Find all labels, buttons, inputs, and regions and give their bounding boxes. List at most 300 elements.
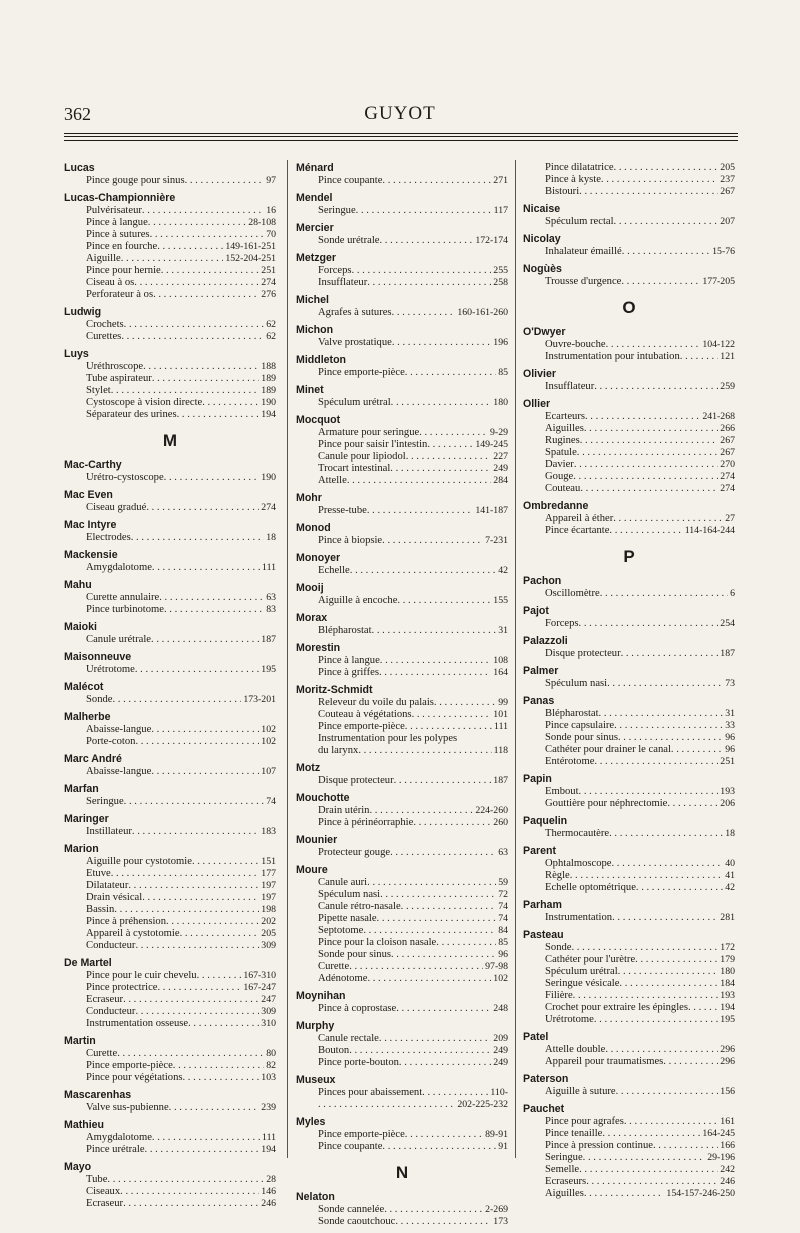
page-reference: 194 xyxy=(261,409,276,420)
instrument-row xyxy=(523,186,735,198)
index-entry xyxy=(523,263,735,288)
dot-leader xyxy=(571,942,718,954)
instrument-label: Pince en fourche xyxy=(86,241,158,252)
instrument-label: Disque protecteur xyxy=(318,775,394,786)
instrument-row xyxy=(296,1129,508,1141)
instrument-label: Pince à coprostase xyxy=(318,1003,397,1014)
instrument-label: Insufflateur xyxy=(545,381,595,392)
page-reference: 118 xyxy=(493,745,508,756)
instrument-label: Pince pour saisir l'intestin xyxy=(318,439,428,450)
instrument-row xyxy=(64,1060,276,1072)
instrument-row xyxy=(64,205,276,217)
index-entry xyxy=(296,252,508,289)
index-column-3 xyxy=(523,162,735,1205)
dot-leader xyxy=(188,1018,259,1030)
index-entry xyxy=(64,843,276,952)
surgeon-name: Michel xyxy=(296,294,329,306)
instrument-label: Pince pour la cloison nasale xyxy=(318,937,437,948)
dot-leader xyxy=(573,471,718,483)
dot-leader xyxy=(367,877,496,889)
page-reference: 96 xyxy=(725,744,735,755)
instrument-row xyxy=(523,978,735,990)
dot-leader xyxy=(377,913,497,925)
page-reference: 249 xyxy=(493,1057,508,1068)
instrument-row xyxy=(296,565,508,577)
instrument-label: Sonde xyxy=(545,942,572,953)
surgeon-name: Ombredanne xyxy=(523,500,589,512)
instrument-label: Pince turbinotome xyxy=(86,604,164,615)
dot-leader xyxy=(121,253,224,265)
instrument-label: Trousse d'urgence xyxy=(545,276,622,287)
dot-leader xyxy=(379,235,473,247)
dot-leader xyxy=(390,847,496,859)
instrument-label: Electrodes xyxy=(86,532,131,543)
page-reference: 198 xyxy=(261,904,276,915)
dot-leader xyxy=(621,276,700,288)
page-reference: 184 xyxy=(720,978,735,989)
instrument-row xyxy=(523,912,735,924)
surgeon-name: Middleton xyxy=(296,354,347,366)
instrument-row xyxy=(64,724,276,736)
instrument-label: Pince à langue xyxy=(86,217,148,228)
instrument-row xyxy=(296,1087,508,1099)
page-reference: 241-268 xyxy=(702,411,735,422)
page-reference: 114-164-244 xyxy=(684,525,735,536)
section-letter: O xyxy=(622,298,636,317)
instrument-label: Canule rétro-nasale xyxy=(318,901,401,912)
page-reference: 103 xyxy=(261,1072,276,1083)
index-column-1 xyxy=(64,162,276,1215)
dot-leader xyxy=(579,1164,718,1176)
instrument-label: Attelle xyxy=(318,475,347,486)
dot-leader xyxy=(148,217,246,229)
surgeon-name: Palazzoli xyxy=(523,635,568,647)
dot-leader xyxy=(142,205,264,217)
instrument-label: Pince emporte-pièce xyxy=(318,1129,405,1140)
page-reference: 227 xyxy=(493,451,508,462)
page-reference: 247 xyxy=(261,994,276,1005)
dot-leader xyxy=(412,709,492,721)
dot-leader xyxy=(616,1086,719,1098)
instrument-row xyxy=(64,736,276,748)
instrument-label: Septotome xyxy=(318,925,364,936)
surgeon-name: Monod xyxy=(296,522,331,534)
instrument-label: Canule auri xyxy=(318,877,368,888)
dot-leader xyxy=(614,720,723,732)
dot-leader xyxy=(601,174,718,186)
page-reference: 117 xyxy=(493,205,508,216)
dot-leader xyxy=(667,798,718,810)
surgeon-name: Pauchet xyxy=(523,1103,565,1115)
page-reference: 108 xyxy=(493,655,508,666)
surgeon-name: Pachon xyxy=(523,575,562,587)
instrument-row xyxy=(64,970,276,982)
dot-leader xyxy=(585,411,700,423)
index-entry xyxy=(523,929,735,1026)
page-reference: 187 xyxy=(493,775,508,786)
page-reference: 156 xyxy=(720,1086,735,1097)
instrument-row xyxy=(64,1048,276,1060)
index-entry xyxy=(296,612,508,637)
page-reference: 85 xyxy=(498,937,508,948)
surgeon-name: Marion xyxy=(64,843,99,855)
page-reference: 246 xyxy=(261,1198,276,1209)
instrument-label: Pince protectrice xyxy=(86,982,158,993)
surgeon-name: Mac Intyre xyxy=(64,519,117,531)
dot-leader xyxy=(152,562,260,574)
instrument-label: Couteau xyxy=(545,483,581,494)
instrument-label: Agrafes à sutures xyxy=(318,307,392,318)
instrument-label: Rugines xyxy=(545,435,580,446)
dot-leader xyxy=(166,916,259,928)
instrument-label: Seringue xyxy=(545,1152,583,1163)
page-reference: 82 xyxy=(266,1060,276,1071)
dot-leader xyxy=(574,459,718,471)
dot-leader xyxy=(380,655,492,667)
index-entry xyxy=(64,519,276,544)
dot-leader xyxy=(349,1045,491,1057)
page-reference: 59 xyxy=(498,877,508,888)
instrument-label: Pinces pour abaissement xyxy=(318,1087,423,1098)
page-reference: 18 xyxy=(266,532,276,543)
page-reference: 187 xyxy=(720,648,735,659)
page-reference: 18 xyxy=(725,828,735,839)
dot-leader xyxy=(636,882,723,894)
page-reference: 194 xyxy=(720,1002,735,1013)
page-reference: 177 xyxy=(261,868,276,879)
instrument-label: Seringue vésicale xyxy=(545,978,620,989)
instrument-row xyxy=(523,339,735,351)
instrument-label: Ciseau à os xyxy=(86,277,135,288)
page-reference: 309 xyxy=(261,1006,276,1017)
instrument-label: Sonde xyxy=(86,694,113,705)
dot-leader xyxy=(379,667,491,679)
index-entry xyxy=(523,845,735,894)
instrument-label: Pince emporte-pièce xyxy=(86,1060,173,1071)
instrument-row xyxy=(64,502,276,514)
dot-leader xyxy=(573,990,719,1002)
surgeon-name: Olivier xyxy=(523,368,556,380)
index-entry xyxy=(64,1119,276,1156)
dot-leader xyxy=(422,1087,488,1099)
instrument-label: Pince à préhension xyxy=(86,916,167,927)
surgeon-name: Ludwig xyxy=(64,306,102,318)
page-reference: 254 xyxy=(720,618,735,629)
index-entry xyxy=(523,500,735,537)
dot-leader xyxy=(112,694,241,706)
instrument-label: Filière xyxy=(545,990,573,1001)
page-reference: 28 xyxy=(266,1174,276,1185)
page-reference: 161 xyxy=(720,1116,735,1127)
surgeon-name: Mocquot xyxy=(296,414,341,426)
dot-leader xyxy=(612,912,718,924)
instrument-label: Pince emporte-pièce xyxy=(318,721,405,732)
index-entry xyxy=(296,222,508,247)
index-entry xyxy=(64,621,276,646)
dot-leader xyxy=(605,1044,718,1056)
instrument-row xyxy=(523,708,735,720)
dot-leader xyxy=(594,381,718,393)
index-entry xyxy=(64,1161,276,1210)
instrument-row xyxy=(296,1033,508,1045)
header-rule xyxy=(64,140,738,141)
page-reference: 152-204-251 xyxy=(225,253,276,264)
instrument-row xyxy=(64,694,276,706)
instrument-row xyxy=(64,1102,276,1114)
page-reference: 167-247 xyxy=(243,982,276,993)
surgeon-name: Lucas xyxy=(64,162,95,174)
dot-leader xyxy=(419,427,488,439)
instrument-label: Curette annulaire xyxy=(86,592,160,603)
instrument-row xyxy=(523,1014,735,1026)
instrument-row xyxy=(523,966,735,978)
instrument-label: Aiguille à encoche xyxy=(318,595,398,606)
index-entry xyxy=(296,762,508,787)
surgeon-name: Maioki xyxy=(64,621,97,633)
index-entry xyxy=(64,549,276,574)
instrument-label: Echelle optométrique xyxy=(545,882,636,893)
dot-leader xyxy=(663,1056,718,1068)
instrument-label: Releveur du voile du palais xyxy=(318,697,434,708)
surgeon-name: Mackensie xyxy=(64,549,118,561)
instrument-label: Spéculum nasi xyxy=(318,889,381,900)
page-reference: 84 xyxy=(498,925,508,936)
page-reference: 196 xyxy=(493,337,508,348)
instrument-row xyxy=(64,319,276,331)
index-entry xyxy=(296,1116,508,1153)
page-reference: 296 xyxy=(720,1044,735,1055)
index-entry xyxy=(296,684,508,757)
section-letter: P xyxy=(623,547,635,566)
instrument-row xyxy=(296,889,508,901)
dot-leader xyxy=(391,949,496,961)
page-reference: 249 xyxy=(493,1045,508,1056)
page-reference: 74 xyxy=(498,913,508,924)
instrument-label: Crochets xyxy=(86,319,124,330)
page-reference: 180 xyxy=(493,397,508,408)
index-entry xyxy=(296,990,508,1015)
instrument-label: Dilatateur xyxy=(86,880,129,891)
dot-leader xyxy=(131,532,264,544)
instrument-label: Ecraseur xyxy=(86,994,124,1005)
instrument-row xyxy=(523,798,735,810)
surgeon-name: Martin xyxy=(64,1035,96,1047)
instrument-row xyxy=(523,1176,735,1188)
instrument-label: Spéculum urétral xyxy=(545,966,618,977)
instrument-label: Appareil à éther xyxy=(545,513,614,524)
instrument-row xyxy=(64,880,276,892)
instrument-row xyxy=(64,562,276,574)
index-entry xyxy=(523,203,735,228)
instrument-label: Thermocautère xyxy=(545,828,610,839)
dot-leader xyxy=(577,447,719,459)
instrument-label: Règle xyxy=(545,870,570,881)
page-reference: 274 xyxy=(261,502,276,513)
instrument-row xyxy=(64,916,276,928)
surgeon-name: Metzger xyxy=(296,252,337,264)
instrument-row xyxy=(296,1216,508,1228)
page-reference: 197 xyxy=(261,880,276,891)
instrument-label: Pince à griffes xyxy=(318,667,379,678)
instrument-row xyxy=(64,385,276,397)
dot-leader xyxy=(405,721,492,733)
dot-leader xyxy=(599,708,724,720)
instrument-label: Bistouri xyxy=(545,186,580,197)
instrument-label: Drain utérin xyxy=(318,805,370,816)
dot-leader xyxy=(132,826,259,838)
page-reference: 63 xyxy=(498,847,508,858)
page-reference: 172 xyxy=(720,942,735,953)
dot-leader xyxy=(124,319,265,331)
instrument-label: Aiguilles xyxy=(545,423,584,434)
dot-leader xyxy=(134,277,259,289)
page-reference: 6 xyxy=(730,588,735,599)
instrument-row xyxy=(523,756,735,768)
instrument-row xyxy=(523,732,735,744)
instrument-row xyxy=(296,625,508,637)
page-reference: 296 xyxy=(720,1056,735,1067)
page-reference: 284 xyxy=(493,475,508,486)
dot-leader xyxy=(349,961,483,973)
instrument-label: Pince pour agrafes xyxy=(545,1116,624,1127)
instrument-label: Blépharostat xyxy=(318,625,372,636)
index-entry xyxy=(523,398,735,495)
instrument-row xyxy=(64,856,276,868)
page-reference: 41 xyxy=(725,870,735,881)
index-entry xyxy=(296,324,508,349)
instrument-label: Pince tenaille xyxy=(545,1128,603,1139)
instrument-row xyxy=(523,786,735,798)
surgeon-name: Moritz-Schmidt xyxy=(296,684,373,696)
dot-leader xyxy=(606,339,701,351)
instrument-label: Spéculum nasi xyxy=(545,678,608,689)
instrument-row xyxy=(64,409,276,421)
dot-leader xyxy=(185,175,265,187)
instrument-row xyxy=(296,961,508,973)
surgeon-name: Nicaise xyxy=(523,203,561,215)
instrument-label: Sonde pour sinus xyxy=(318,949,391,960)
instrument-row xyxy=(296,427,508,439)
surgeon-name: Pajot xyxy=(523,605,549,617)
instrument-row xyxy=(523,276,735,288)
instrument-label: Attelle double xyxy=(545,1044,606,1055)
instrument-label: Ecraseur xyxy=(86,1198,124,1209)
instrument-row xyxy=(523,648,735,660)
page-reference: 141-187 xyxy=(475,505,508,516)
page-reference: 42 xyxy=(725,882,735,893)
surgeon-name: Minet xyxy=(296,384,324,396)
instrument-row xyxy=(64,604,276,616)
instrument-label: Appareil pour traumatismes xyxy=(545,1056,664,1067)
page-reference: 270 xyxy=(720,459,735,470)
dot-leader xyxy=(580,435,719,447)
page-reference: 164 xyxy=(493,667,508,678)
page-reference: 187 xyxy=(261,634,276,645)
instrument-row xyxy=(64,175,276,187)
instrument-row xyxy=(64,277,276,289)
instrument-row xyxy=(296,505,508,517)
page-reference: 27 xyxy=(725,513,735,524)
instrument-label: Blépharostat xyxy=(545,708,599,719)
index-entry xyxy=(64,681,276,706)
index-entry xyxy=(296,162,508,187)
instrument-label: Sonde caoutchouc xyxy=(318,1216,396,1227)
instrument-row xyxy=(296,1045,508,1057)
surgeon-name: Mac Even xyxy=(64,489,113,501)
instrument-label: Séparateur des urines xyxy=(86,409,177,420)
page-reference: 29-196 xyxy=(707,1152,735,1163)
dot-leader xyxy=(379,1033,491,1045)
page-reference: 183 xyxy=(261,826,276,837)
instrument-row xyxy=(64,868,276,880)
dot-leader xyxy=(624,1116,718,1128)
dot-leader xyxy=(613,513,723,525)
dot-leader xyxy=(622,246,710,258)
surgeon-name: Myles xyxy=(296,1116,326,1128)
page-reference: 101 xyxy=(493,709,508,720)
dot-leader xyxy=(164,472,260,484)
instrument-label: Abaisse-langue xyxy=(86,766,152,777)
instrument-row xyxy=(523,1056,735,1068)
page-reference: 190 xyxy=(261,397,276,408)
instrument-row xyxy=(64,928,276,940)
page-reference: 206 xyxy=(720,798,735,809)
dot-leader xyxy=(609,525,682,537)
surgeon-name: Maisonneuve xyxy=(64,651,132,663)
dot-leader xyxy=(107,1174,264,1186)
instrument-row xyxy=(296,937,508,949)
column-divider xyxy=(515,160,516,1158)
dot-leader xyxy=(135,736,259,748)
instrument-label: Conducteur xyxy=(86,940,136,951)
instrument-label: Tube xyxy=(86,1174,108,1185)
surgeon-name: Patel xyxy=(523,1031,549,1043)
instrument-row xyxy=(523,1116,735,1128)
instrument-label: Canule rectale xyxy=(318,1033,379,1044)
instrument-row xyxy=(523,882,735,894)
surgeon-name: Nogùès xyxy=(523,263,562,275)
dot-leader xyxy=(614,162,719,174)
dot-leader xyxy=(580,483,718,495)
surgeon-name: Pasteau xyxy=(523,929,564,941)
page-reference: 104-122 xyxy=(702,339,735,350)
instrument-row xyxy=(296,451,508,463)
index-entry xyxy=(296,192,508,217)
page-reference: 205 xyxy=(720,162,735,173)
instrument-row xyxy=(296,721,508,733)
page-reference: 9-29 xyxy=(490,427,508,438)
surgeon-name: Morestin xyxy=(296,642,341,654)
page-reference: 74 xyxy=(266,796,276,807)
instrument-row xyxy=(64,1132,276,1144)
page-reference: 193 xyxy=(720,786,735,797)
instrument-label: Pince pour végétations xyxy=(86,1072,183,1083)
page-reference: 195 xyxy=(720,1014,735,1025)
instrument-label: Ecarteurs xyxy=(545,411,585,422)
instrument-row xyxy=(64,241,276,253)
page-reference: 276 xyxy=(261,289,276,300)
instrument-label: Pince coupante xyxy=(318,1141,383,1152)
instrument-row xyxy=(523,246,735,258)
index-entry xyxy=(64,489,276,514)
page-reference: 258 xyxy=(493,277,508,288)
dot-leader xyxy=(395,1216,491,1228)
instrument-label: Forceps xyxy=(318,265,352,276)
page-reference: 110- xyxy=(490,1087,508,1098)
instrument-row xyxy=(296,667,508,679)
dot-leader xyxy=(405,1129,483,1141)
dot-leader xyxy=(369,805,473,817)
